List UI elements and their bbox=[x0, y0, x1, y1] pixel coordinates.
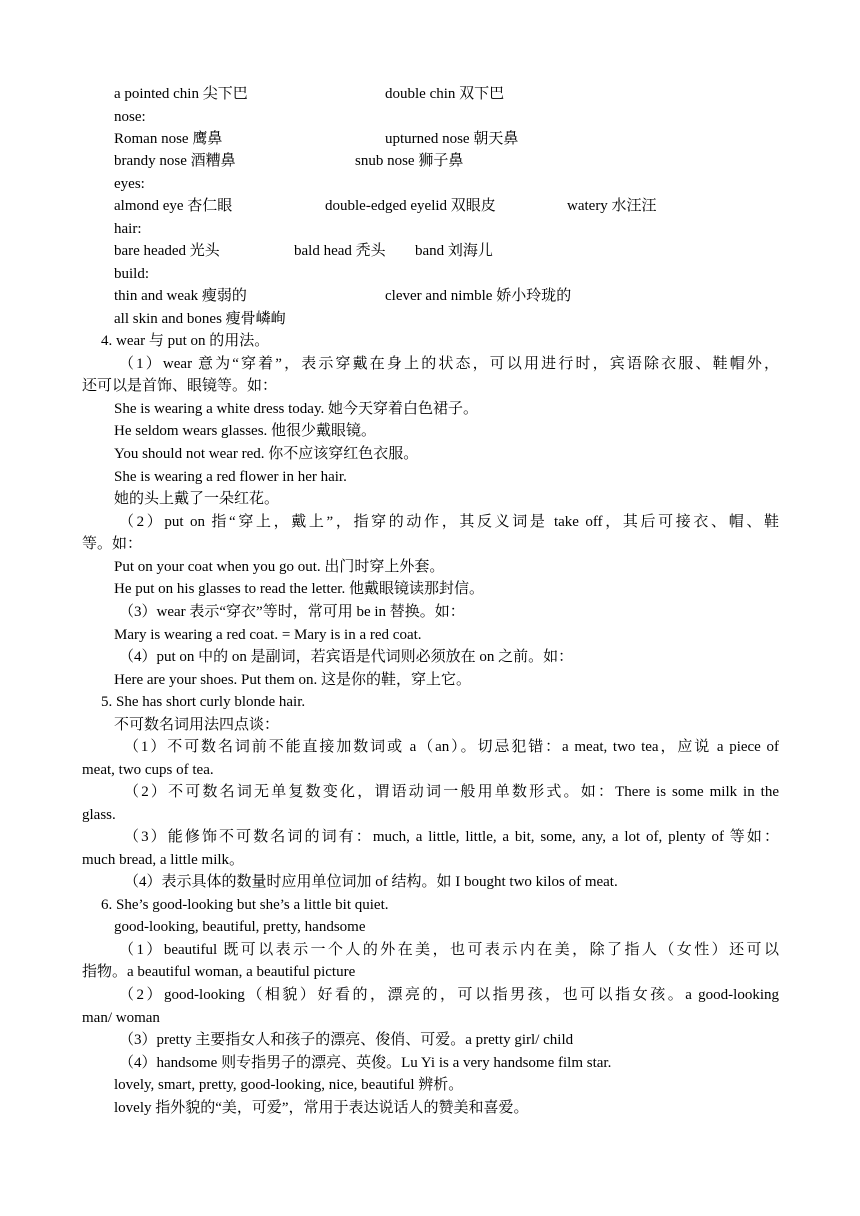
section6-compare: lovely, smart, pretty, good-looking, nice, beautiful 辨析。 bbox=[114, 1077, 464, 1093]
section6-p3: （3）pretty 主要指女人和孩子的漂亮、俊俏、可爱。a pretty girl/ child bbox=[119, 1032, 574, 1048]
vocab-hair-bare: bare headed 光头 bbox=[114, 243, 220, 259]
vocab-hair-bald: bald head 秃头 bbox=[294, 243, 386, 259]
section4-example-6: He put on his glasses to read the letter. 他戴眼镜读那封信。 bbox=[114, 581, 484, 597]
vocab-eyes-label: eyes: bbox=[114, 176, 145, 192]
section4-p4: （4）put on 中的 on 是副词，若宾语是代词则必须放在 on 之前。如： bbox=[119, 649, 574, 665]
section5-p4: （4）表示具体的数量时应用单位词加 of 结构。如 I bought two kilos of meat. bbox=[124, 874, 618, 890]
vocab-nose-roman: Roman nose 鹰鼻 bbox=[114, 131, 223, 147]
section6-p2-line1: （2）good-looking（相貌）好看的，漂亮的，可以指男孩，也可以指女孩。a good-looking bbox=[119, 987, 779, 1003]
section5-p1-line1: （1）不可数名词前不能直接加数词或 a（an）。切忌犯错：a meat, two tea，应说 a piece of bbox=[124, 739, 779, 755]
section6-p2-line2: man/ woman bbox=[82, 1010, 160, 1026]
section6-lovely: lovely 指外貌的“美，可爱”，常用于表达说话人的赞美和喜爱。 bbox=[114, 1100, 529, 1116]
vocab-eye-almond: almond eye 杏仁眼 bbox=[114, 198, 233, 214]
section4-p2-line2: 等。如： bbox=[82, 536, 143, 552]
section4-example-7: Mary is wearing a red coat. = Mary is in a red coat. bbox=[114, 627, 422, 643]
vocab-eye-double: double-edged eyelid 双眼皮 bbox=[325, 198, 496, 214]
section4-example-1: She is wearing a white dress today. 她今天穿着白色裙子。 bbox=[114, 401, 478, 417]
section4-heading: 4. wear 与 put on 的用法。 bbox=[101, 333, 270, 349]
section4-example-8: Here are your shoes. Put them on. 这是你的鞋，穿上它。 bbox=[114, 672, 472, 688]
section5-intro: 不可数名词用法四点谈： bbox=[114, 717, 280, 733]
section4-p1-line1: （1）wear 意为“穿着”，表示穿戴在身上的状态，可以用进行时，宾语除衣服、鞋帽外， bbox=[119, 356, 779, 372]
section6-p1-line2: 指物。a beautiful woman, a beautiful picture bbox=[82, 964, 356, 980]
vocab-nose-brandy: brandy nose 酒糟鼻 bbox=[114, 153, 236, 169]
section6-p4: （4）handsome 则专指男子的漂亮、英俊。Lu Yi is a very handsome film star. bbox=[119, 1055, 612, 1071]
section5-heading: 5. She has short curly blonde hair. bbox=[101, 694, 306, 710]
vocab-build-label: build: bbox=[114, 266, 150, 282]
section4-example-3: You should not wear red. 你不应该穿红色衣服。 bbox=[114, 446, 419, 462]
section4-example-4-cn: 她的头上戴了一朵红花。 bbox=[114, 491, 280, 507]
section4-p2-line1: （2）put on 指“穿上，戴上”，指穿的动作，其反义词是 take off，其后可接衣、帽、鞋 bbox=[119, 514, 779, 530]
vocab-eye-watery: watery 水汪汪 bbox=[567, 198, 657, 214]
vocab-build-thin: thin and weak 瘦弱的 bbox=[114, 288, 247, 304]
section5-p2-line2: glass. bbox=[82, 807, 116, 823]
section5-p3-line1: （3）能修饰不可数名词的词有：much, a little, little, a bit, some, any, a lot of, plenty of 等如： bbox=[124, 829, 779, 845]
section4-example-5: Put on your coat when you go out. 出门时穿上外套。 bbox=[114, 559, 445, 575]
section5-p1-line2: meat, two cups of tea. bbox=[82, 762, 214, 778]
vocab-build-clever: clever and nimble 娇小玲珑的 bbox=[385, 288, 572, 304]
section4-p3: （3）wear 表示“穿衣”等时，常可用 be in 替换。如： bbox=[119, 604, 465, 620]
section5-p3-line2: much bread, a little milk。 bbox=[82, 852, 245, 868]
vocab-chin-double: double chin 双下巴 bbox=[385, 86, 505, 102]
vocab-build-skin: all skin and bones 瘦骨嶙峋 bbox=[114, 311, 286, 327]
vocab-nose-label: nose: bbox=[114, 109, 146, 125]
section6-heading: 6. She’s good-looking but she’s a little bit quiet. bbox=[101, 897, 389, 913]
section4-example-4: She is wearing a red flower in her hair. bbox=[114, 469, 347, 485]
section5-p2-line1: （2）不可数名词无单复数变化，谓语动词一般用单数形式。如：There is some milk in the bbox=[124, 784, 779, 800]
section4-p1-line2: 还可以是首饰、眼镜等。如： bbox=[82, 378, 278, 394]
vocab-nose-upturned: upturned nose 朝天鼻 bbox=[385, 131, 519, 147]
section6-p1-line1: （1）beautiful 既可以表示一个人的外在美，也可表示内在美，除了指人（女性）还可以 bbox=[119, 942, 779, 958]
section4-example-2: He seldom wears glasses. 他很少戴眼镜。 bbox=[114, 423, 377, 439]
vocab-hair-label: hair: bbox=[114, 221, 142, 237]
vocab-chin-pointed: a pointed chin 尖下巴 bbox=[114, 86, 248, 102]
section6-words: good-looking, beautiful, pretty, handsome bbox=[114, 919, 366, 935]
vocab-nose-snub: snub nose 狮子鼻 bbox=[355, 153, 464, 169]
vocab-hair-band: band 刘海儿 bbox=[415, 243, 493, 259]
